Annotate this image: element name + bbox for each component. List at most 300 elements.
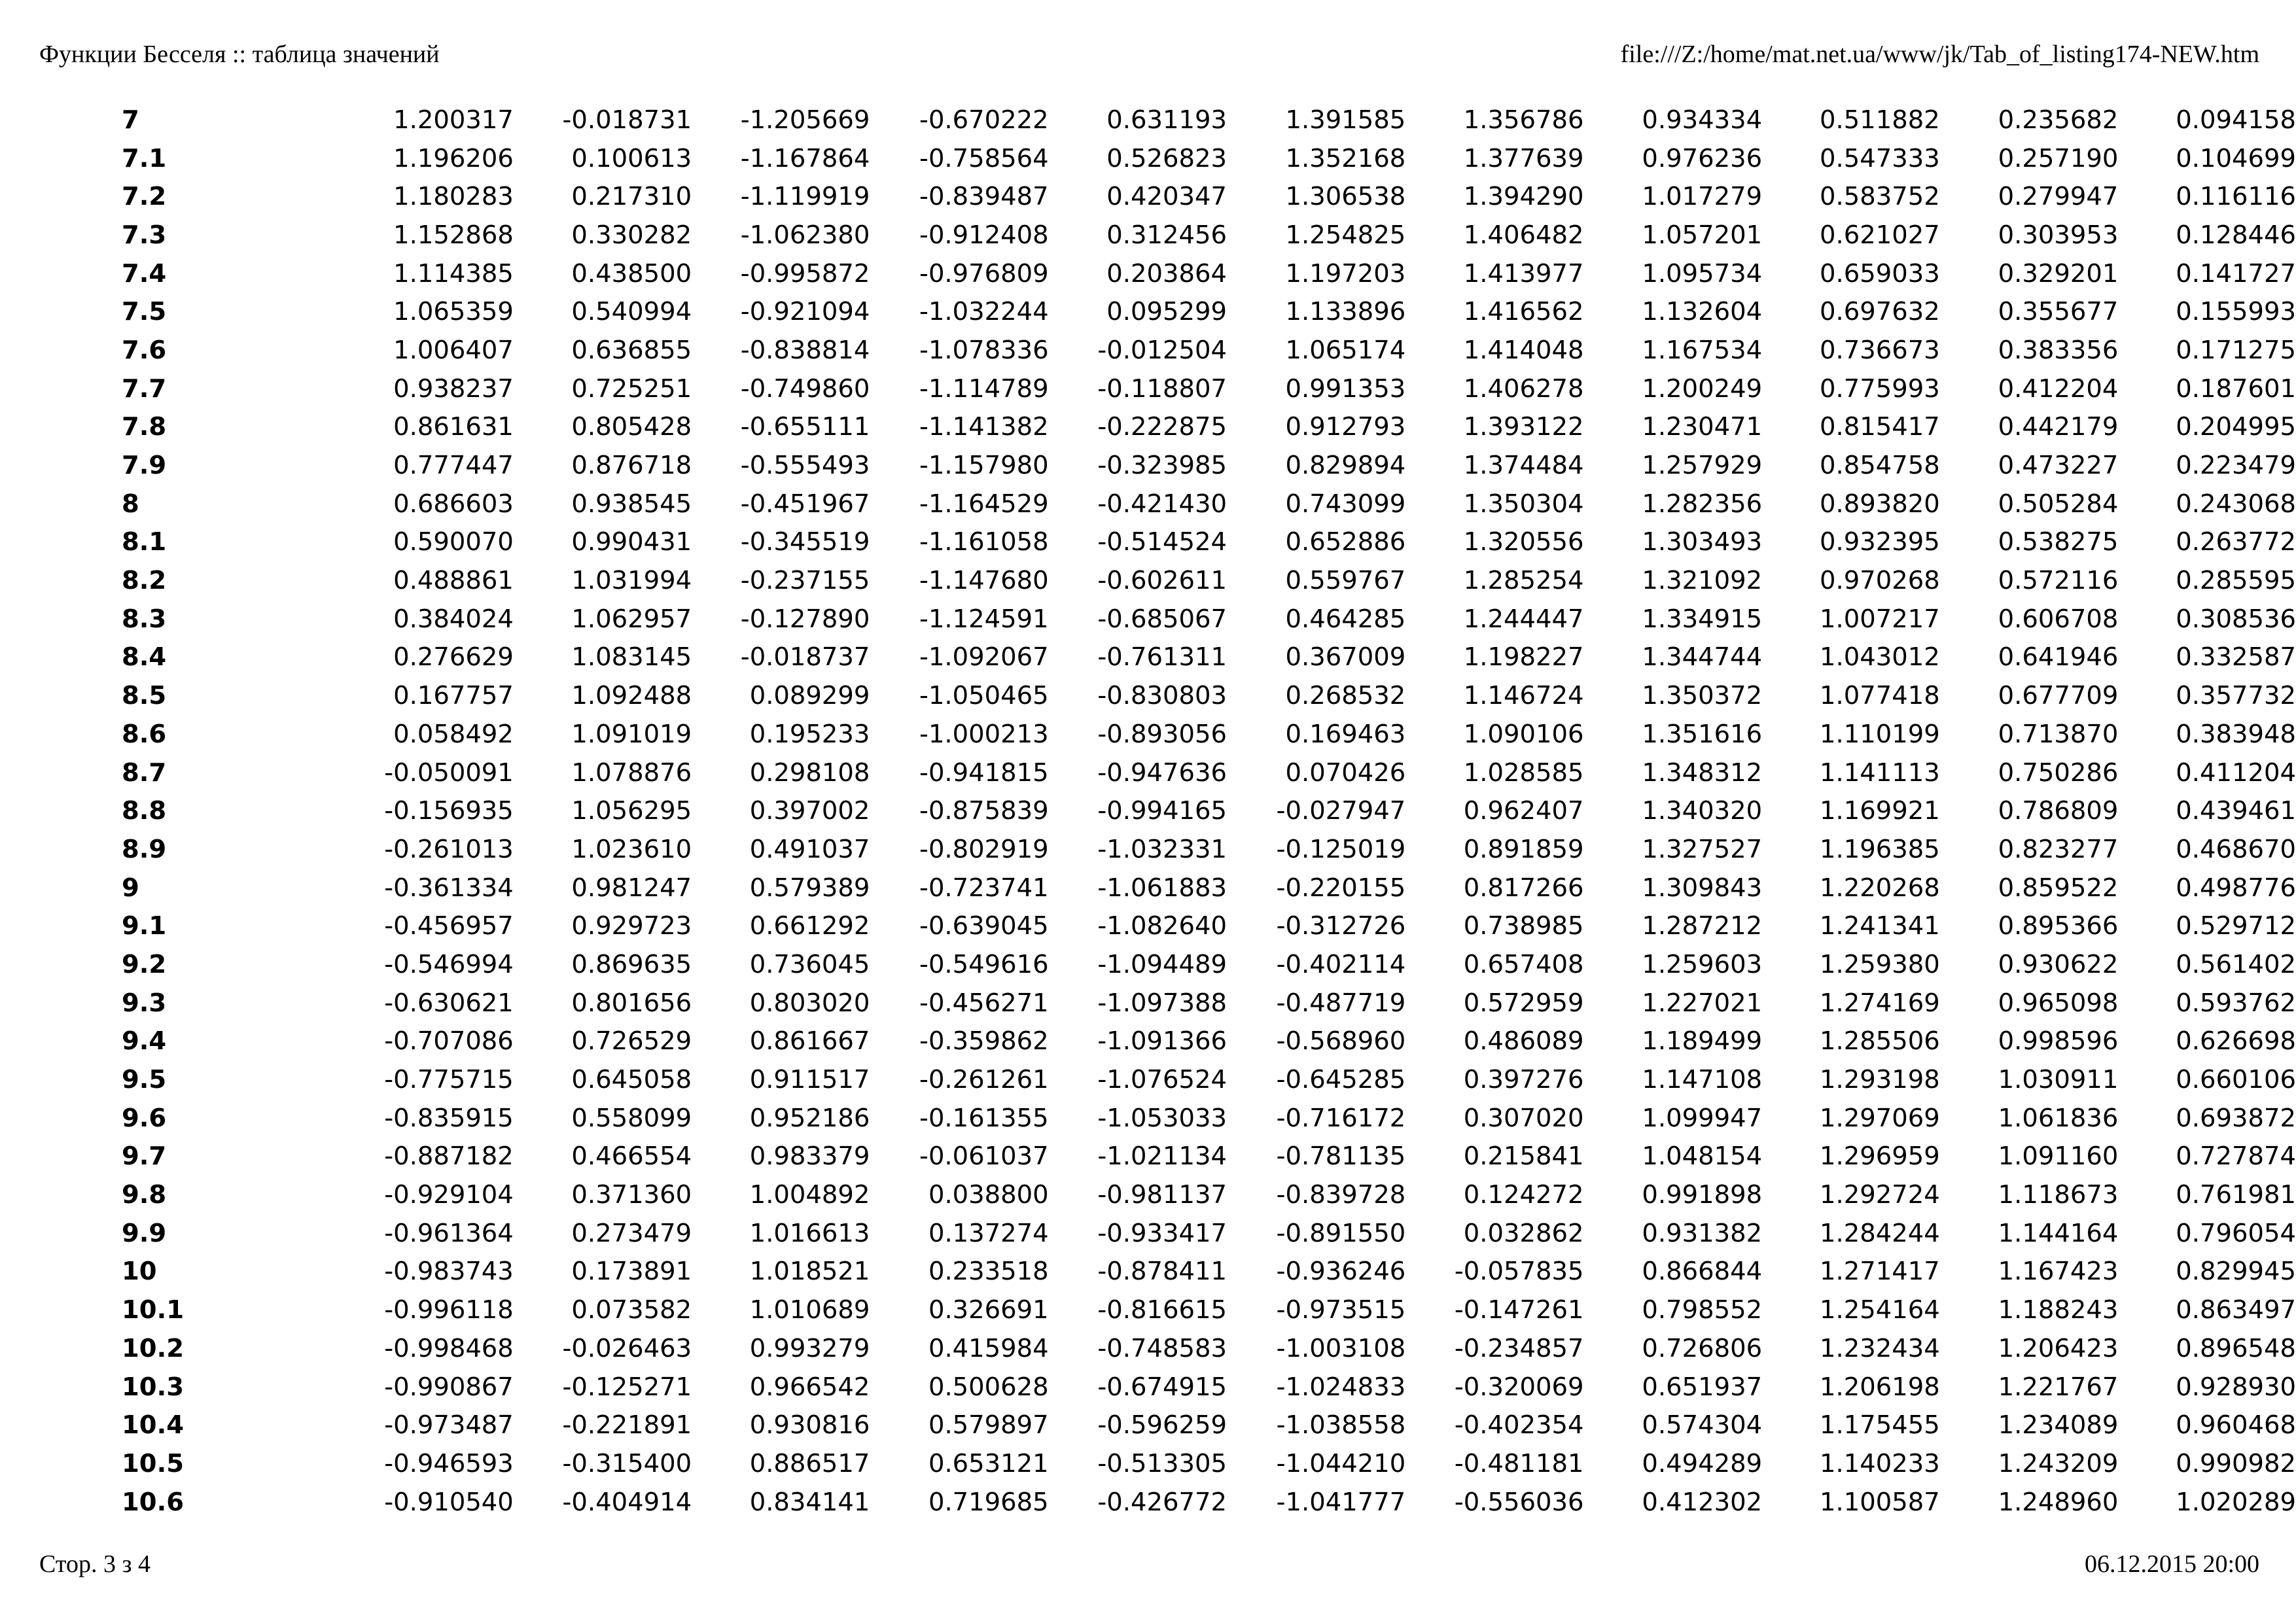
value-cell: 0.798552: [1642, 1295, 1763, 1325]
value-cell: 0.725251: [571, 374, 692, 404]
argument-cell: 7.4: [122, 258, 167, 288]
value-cell: 0.621027: [1820, 220, 1940, 250]
value-cell: 1.257929: [1642, 451, 1763, 481]
value-cell: 0.195233: [749, 719, 870, 749]
value-cell: -0.421430: [1097, 489, 1227, 519]
value-cell: 0.307020: [1463, 1103, 1584, 1133]
value-cell: -0.973487: [384, 1410, 514, 1440]
value-cell: 1.018521: [749, 1257, 870, 1287]
value-cell: 0.094158: [2176, 105, 2296, 135]
value-cell: 0.312456: [1106, 220, 1227, 250]
value-cell: 0.412204: [1998, 374, 2119, 404]
value-cell: 1.167534: [1642, 335, 1763, 365]
table-row: [0, 676, 2296, 715]
value-cell: -0.261013: [384, 834, 514, 864]
value-cell: 1.062957: [571, 604, 692, 634]
value-cell: 0.486089: [1463, 1026, 1584, 1056]
value-cell: -1.050465: [919, 681, 1049, 711]
value-cell: 1.391585: [1285, 105, 1406, 135]
value-cell: 0.494289: [1642, 1448, 1763, 1478]
value-cell: -1.000213: [919, 719, 1049, 749]
value-cell: 1.017279: [1642, 182, 1763, 212]
value-cell: -0.921094: [740, 297, 870, 327]
value-cell: 0.713870: [1998, 719, 2119, 749]
value-cell: 0.801656: [571, 988, 692, 1018]
value-cell: 0.590070: [393, 527, 514, 557]
value-cell: 0.574304: [1642, 1410, 1763, 1440]
value-cell: 1.030911: [1998, 1065, 2119, 1095]
value-cell: 0.355677: [1998, 297, 2119, 327]
value-cell: 1.198227: [1463, 642, 1584, 672]
value-cell: -0.645285: [1276, 1065, 1406, 1095]
value-cell: 0.861631: [393, 412, 514, 442]
value-cell: 0.329201: [1998, 258, 2119, 288]
value-cell: 0.223479: [2176, 451, 2296, 481]
value-cell: -0.426772: [1097, 1487, 1227, 1517]
argument-cell: 10.6: [122, 1487, 184, 1517]
value-cell: -1.061883: [1097, 873, 1227, 903]
value-cell: 0.931382: [1642, 1218, 1763, 1248]
value-cell: 0.438500: [571, 258, 692, 288]
value-cell: 1.061836: [1998, 1103, 2119, 1133]
value-cell: 0.268532: [1285, 681, 1406, 711]
value-cell: -0.875839: [919, 796, 1049, 826]
value-cell: 1.274169: [1820, 988, 1940, 1018]
value-cell: -0.839487: [919, 182, 1049, 212]
table-row: [0, 600, 2296, 638]
value-cell: 0.367009: [1285, 642, 1406, 672]
value-cell: -0.404914: [562, 1487, 692, 1517]
value-cell: 1.091160: [1998, 1142, 2119, 1172]
value-cell: -0.312726: [1276, 911, 1406, 941]
value-cell: -0.361334: [384, 873, 514, 903]
value-cell: 1.287212: [1642, 911, 1763, 941]
value-cell: 0.167757: [393, 681, 514, 711]
table-row: [0, 216, 2296, 254]
value-cell: 1.206423: [1998, 1333, 2119, 1363]
value-cell: 0.750286: [1998, 758, 2119, 788]
argument-cell: 10.5: [122, 1448, 184, 1478]
value-cell: 0.796054: [2176, 1218, 2296, 1248]
value-cell: -0.929104: [384, 1180, 514, 1210]
value-cell: -0.839728: [1276, 1180, 1406, 1210]
value-cell: 0.235682: [1998, 105, 2119, 135]
value-cell: 0.738985: [1463, 911, 1584, 941]
value-cell: 0.141727: [2176, 258, 2296, 288]
value-cell: -1.161058: [919, 527, 1049, 557]
page-url: file:///Z:/home/mat.net.ua/www/jk/Tab_of_listing174-NEW.htm: [1620, 41, 2259, 68]
value-cell: 0.962407: [1463, 796, 1584, 826]
value-cell: -0.998468: [384, 1333, 514, 1363]
value-cell: 0.579389: [749, 873, 870, 903]
value-cell: 1.284244: [1820, 1218, 1940, 1248]
value-cell: -0.761311: [1097, 642, 1227, 672]
value-cell: 0.990431: [571, 527, 692, 557]
argument-cell: 9.1: [122, 911, 167, 941]
value-cell: 1.413977: [1463, 258, 1584, 288]
value-cell: 1.147108: [1642, 1065, 1763, 1095]
value-cell: 1.090106: [1463, 719, 1584, 749]
value-cell: -0.513305: [1097, 1448, 1227, 1478]
value-cell: 0.966542: [749, 1372, 870, 1402]
value-cell: 0.073582: [571, 1295, 692, 1325]
value-cell: -0.639045: [919, 911, 1049, 941]
value-cell: 1.092488: [571, 681, 692, 711]
table-row: [0, 1483, 2296, 1522]
argument-cell: 9.2: [122, 949, 167, 979]
value-cell: 0.652886: [1285, 527, 1406, 557]
argument-cell: 10.4: [122, 1410, 184, 1440]
value-cell: 1.206198: [1820, 1372, 1940, 1402]
value-cell: 0.736673: [1820, 335, 1940, 365]
value-cell: 0.803020: [749, 988, 870, 1018]
value-cell: 1.296959: [1820, 1142, 1940, 1172]
value-cell: 0.777447: [393, 451, 514, 481]
value-cell: 1.180283: [393, 182, 514, 212]
value-cell: 0.204995: [2176, 412, 2296, 442]
value-cell: 1.297069: [1820, 1103, 1940, 1133]
value-cell: 0.657408: [1463, 949, 1584, 979]
value-cell: -0.156935: [384, 796, 514, 826]
value-cell: 0.326691: [928, 1295, 1049, 1325]
value-cell: 1.416562: [1463, 297, 1584, 327]
value-cell: 0.896548: [2176, 1333, 2296, 1363]
value-cell: 0.330282: [571, 220, 692, 250]
argument-cell: 10.1: [122, 1295, 184, 1325]
argument-cell: 10: [122, 1257, 157, 1287]
table-row: [0, 1022, 2296, 1061]
value-cell: 1.393122: [1463, 412, 1584, 442]
value-cell: -0.323985: [1097, 451, 1227, 481]
table-row: [0, 754, 2296, 792]
value-cell: 1.234089: [1998, 1410, 2119, 1440]
value-cell: 1.007217: [1820, 604, 1940, 634]
value-cell: 1.282356: [1642, 489, 1763, 519]
value-cell: 1.175455: [1820, 1410, 1940, 1440]
value-cell: 1.230471: [1642, 412, 1763, 442]
value-cell: -0.012504: [1097, 335, 1227, 365]
value-cell: 0.558099: [571, 1103, 692, 1133]
value-cell: 0.775993: [1820, 374, 1940, 404]
value-cell: 0.645058: [571, 1065, 692, 1095]
value-cell: 1.321092: [1642, 566, 1763, 596]
table-row: [0, 1060, 2296, 1099]
value-cell: 0.661292: [749, 911, 870, 941]
table-row: [0, 1214, 2296, 1253]
value-cell: 0.991353: [1285, 374, 1406, 404]
value-cell: 0.912793: [1285, 412, 1406, 442]
value-cell: -1.078336: [919, 335, 1049, 365]
value-cell: 1.352168: [1285, 143, 1406, 173]
argument-cell: 9.6: [122, 1103, 167, 1133]
argument-cell: 7.8: [122, 412, 167, 442]
value-cell: 1.374484: [1463, 451, 1584, 481]
value-cell: 1.227021: [1642, 988, 1763, 1018]
value-cell: 0.491037: [749, 834, 870, 864]
bessel-values-table: [0, 101, 2296, 1521]
value-cell: -0.670222: [919, 105, 1049, 135]
value-cell: 1.167423: [1998, 1257, 2119, 1287]
value-cell: 0.928930: [2176, 1372, 2296, 1402]
value-cell: -1.021134: [1097, 1142, 1227, 1172]
value-cell: 0.815417: [1820, 412, 1940, 442]
value-cell: 1.065359: [393, 297, 514, 327]
value-cell: 0.743099: [1285, 489, 1406, 519]
table-row: [0, 984, 2296, 1022]
value-cell: 0.559767: [1285, 566, 1406, 596]
table-row: [0, 945, 2296, 984]
value-cell: -0.912408: [919, 220, 1049, 250]
value-cell: 1.221767: [1998, 1372, 2119, 1402]
argument-cell: 7.5: [122, 297, 167, 327]
value-cell: 0.583752: [1820, 182, 1940, 212]
value-cell: 0.464285: [1285, 604, 1406, 634]
table-row: [0, 869, 2296, 907]
value-cell: 1.057201: [1642, 220, 1763, 250]
value-cell: 0.233518: [928, 1257, 1049, 1287]
argument-cell: 7.6: [122, 335, 167, 365]
value-cell: 1.140233: [1820, 1448, 1940, 1478]
value-cell: 1.023610: [571, 834, 692, 864]
value-cell: -0.359862: [919, 1026, 1049, 1056]
value-cell: 1.348312: [1642, 758, 1763, 788]
value-cell: 1.048154: [1642, 1142, 1763, 1172]
value-cell: -1.114789: [919, 374, 1049, 404]
value-cell: -0.161355: [919, 1103, 1049, 1133]
argument-cell: 10.3: [122, 1372, 184, 1402]
argument-cell: 8.2: [122, 566, 167, 596]
value-cell: 0.095299: [1106, 297, 1227, 327]
value-cell: 0.869635: [571, 949, 692, 979]
value-cell: -0.775715: [384, 1065, 514, 1095]
value-cell: -0.222875: [1097, 412, 1227, 442]
value-cell: -0.261261: [919, 1065, 1049, 1095]
argument-cell: 7.2: [122, 182, 167, 212]
value-cell: 0.500628: [928, 1372, 1049, 1402]
print-datetime: 06.12.2015 20:00: [2084, 1550, 2259, 1578]
argument-cell: 7.7: [122, 374, 167, 404]
value-cell: 0.511882: [1820, 105, 1940, 135]
table-row: [0, 331, 2296, 370]
value-cell: -1.097388: [1097, 988, 1227, 1018]
value-cell: 0.203864: [1106, 258, 1227, 288]
argument-cell: 8.8: [122, 796, 167, 826]
value-cell: -0.887182: [384, 1142, 514, 1172]
table-row: [0, 485, 2296, 523]
value-cell: -1.076524: [1097, 1065, 1227, 1095]
value-cell: 0.276629: [393, 642, 514, 672]
argument-cell: 7.9: [122, 451, 167, 481]
value-cell: -0.994165: [1097, 796, 1227, 826]
table-row: [0, 715, 2296, 754]
argument-cell: 8.5: [122, 681, 167, 711]
value-cell: -0.315400: [562, 1448, 692, 1478]
value-cell: 0.155993: [2176, 297, 2296, 327]
value-cell: 1.285506: [1820, 1026, 1940, 1056]
value-cell: 0.965098: [1998, 988, 2119, 1018]
value-cell: 0.285595: [2176, 566, 2296, 596]
value-cell: 0.593762: [2176, 988, 2296, 1018]
value-cell: 0.332587: [2176, 642, 2296, 672]
value-cell: 1.309843: [1642, 873, 1763, 903]
value-cell: 1.196385: [1820, 834, 1940, 864]
value-cell: -1.141382: [919, 412, 1049, 442]
value-cell: 1.010689: [749, 1295, 870, 1325]
value-cell: -0.947636: [1097, 758, 1227, 788]
value-cell: 0.929723: [571, 911, 692, 941]
value-cell: 0.693872: [2176, 1103, 2296, 1133]
value-cell: 0.383948: [2176, 719, 2296, 749]
value-cell: -0.830803: [1097, 681, 1227, 711]
value-cell: -0.027947: [1276, 796, 1406, 826]
value-cell: 1.320556: [1463, 527, 1584, 557]
value-cell: 0.983379: [749, 1142, 870, 1172]
table-row: [0, 830, 2296, 869]
value-cell: 0.383356: [1998, 335, 2119, 365]
value-cell: 1.271417: [1820, 1257, 1940, 1287]
value-cell: 0.866844: [1642, 1257, 1763, 1287]
value-cell: 1.196206: [393, 143, 514, 173]
value-cell: 1.200249: [1642, 374, 1763, 404]
value-cell: 0.895366: [1998, 911, 2119, 941]
value-cell: 0.653121: [928, 1448, 1049, 1478]
value-cell: 0.171275: [2176, 335, 2296, 365]
value-cell: 1.152868: [393, 220, 514, 250]
value-cell: 1.243209: [1998, 1448, 2119, 1478]
value-cell: -0.456957: [384, 911, 514, 941]
table-row: [0, 1406, 2296, 1444]
value-cell: 1.241341: [1820, 911, 1940, 941]
value-cell: 0.561402: [2176, 949, 2296, 979]
value-cell: 0.089299: [749, 681, 870, 711]
table-row: [0, 1444, 2296, 1483]
value-cell: -1.041777: [1276, 1487, 1406, 1517]
value-cell: -1.044210: [1276, 1448, 1406, 1478]
table-row: [0, 177, 2296, 216]
value-cell: 0.606708: [1998, 604, 2119, 634]
value-cell: 0.070426: [1285, 758, 1406, 788]
value-cell: 0.893820: [1820, 489, 1940, 519]
value-cell: 1.254825: [1285, 220, 1406, 250]
value-cell: 1.356786: [1463, 105, 1584, 135]
argument-cell: 8.9: [122, 834, 167, 864]
value-cell: -0.933417: [1097, 1218, 1227, 1248]
value-cell: -0.147261: [1454, 1295, 1584, 1325]
value-cell: 1.306538: [1285, 182, 1406, 212]
value-cell: 1.340320: [1642, 796, 1763, 826]
value-cell: 1.244447: [1463, 604, 1584, 634]
value-cell: 0.498776: [2176, 873, 2296, 903]
table-row: [0, 1099, 2296, 1138]
value-cell: -0.893056: [1097, 719, 1227, 749]
argument-cell: 7: [122, 105, 139, 135]
value-cell: 0.805428: [571, 412, 692, 442]
value-cell: 0.932395: [1820, 527, 1940, 557]
value-cell: 0.854758: [1820, 451, 1940, 481]
table-row: [0, 792, 2296, 830]
value-cell: 1.232434: [1820, 1333, 1940, 1363]
value-cell: -0.749860: [740, 374, 870, 404]
value-cell: 0.279947: [1998, 182, 2119, 212]
value-cell: 0.861667: [749, 1026, 870, 1056]
value-cell: 0.466554: [571, 1142, 692, 1172]
value-cell: -0.981137: [1097, 1180, 1227, 1210]
value-cell: 0.911517: [749, 1065, 870, 1095]
value-cell: -1.032244: [919, 297, 1049, 327]
value-cell: -0.961364: [384, 1218, 514, 1248]
table-row: [0, 254, 2296, 293]
argument-cell: 9.8: [122, 1180, 167, 1210]
value-cell: -0.674915: [1097, 1372, 1227, 1402]
value-cell: 0.038800: [928, 1180, 1049, 1210]
value-cell: -0.549616: [919, 949, 1049, 979]
value-cell: -0.596259: [1097, 1410, 1227, 1440]
value-cell: -1.167864: [740, 143, 870, 173]
value-cell: 0.439461: [2176, 796, 2296, 826]
value-cell: -1.119919: [740, 182, 870, 212]
value-cell: 0.934334: [1642, 105, 1763, 135]
value-cell: -1.124591: [919, 604, 1049, 634]
value-cell: 0.397002: [749, 796, 870, 826]
value-cell: 0.938237: [393, 374, 514, 404]
value-cell: 0.660106: [2176, 1065, 2296, 1095]
value-cell: 1.056295: [571, 796, 692, 826]
value-cell: 1.118673: [1998, 1180, 2119, 1210]
value-cell: 0.930816: [749, 1410, 870, 1440]
value-cell: 0.981247: [571, 873, 692, 903]
value-cell: -0.487719: [1276, 988, 1406, 1018]
value-cell: -0.716172: [1276, 1103, 1406, 1133]
value-cell: 1.006407: [393, 335, 514, 365]
value-cell: -1.147680: [919, 566, 1049, 596]
value-cell: -0.630621: [384, 988, 514, 1018]
value-cell: 1.350304: [1463, 489, 1584, 519]
value-cell: 1.110199: [1820, 719, 1940, 749]
value-cell: 0.538275: [1998, 527, 2119, 557]
value-cell: 0.173891: [571, 1257, 692, 1287]
value-cell: 1.254164: [1820, 1295, 1940, 1325]
value-cell: 0.829945: [2176, 1257, 2296, 1287]
argument-cell: 8.7: [122, 758, 167, 788]
value-cell: 0.371360: [571, 1180, 692, 1210]
value-cell: -0.936246: [1276, 1257, 1406, 1287]
value-cell: 0.952186: [749, 1103, 870, 1133]
value-cell: 1.146724: [1463, 681, 1584, 711]
value-cell: 0.411204: [2176, 758, 2296, 788]
value-cell: 0.273479: [571, 1218, 692, 1248]
value-cell: -0.707086: [384, 1026, 514, 1056]
value-cell: -0.973515: [1276, 1295, 1406, 1325]
value-cell: -1.003108: [1276, 1333, 1406, 1363]
value-cell: -0.057835: [1454, 1257, 1584, 1287]
argument-cell: 7.1: [122, 143, 167, 173]
value-cell: -0.018737: [740, 642, 870, 672]
value-cell: 0.526823: [1106, 143, 1227, 173]
value-cell: 0.505284: [1998, 489, 2119, 519]
value-cell: 1.004892: [749, 1180, 870, 1210]
value-cell: 0.991898: [1642, 1180, 1763, 1210]
value-cell: -0.237155: [740, 566, 870, 596]
argument-cell: 9.9: [122, 1218, 167, 1248]
value-cell: -0.018731: [562, 105, 692, 135]
value-cell: -0.723741: [919, 873, 1049, 903]
value-cell: 0.579897: [928, 1410, 1049, 1440]
table-row: [0, 292, 2296, 331]
value-cell: 0.863497: [2176, 1295, 2296, 1325]
value-cell: -0.946593: [384, 1448, 514, 1478]
value-cell: 1.020289: [2176, 1487, 2296, 1517]
argument-cell: 9.4: [122, 1026, 167, 1056]
